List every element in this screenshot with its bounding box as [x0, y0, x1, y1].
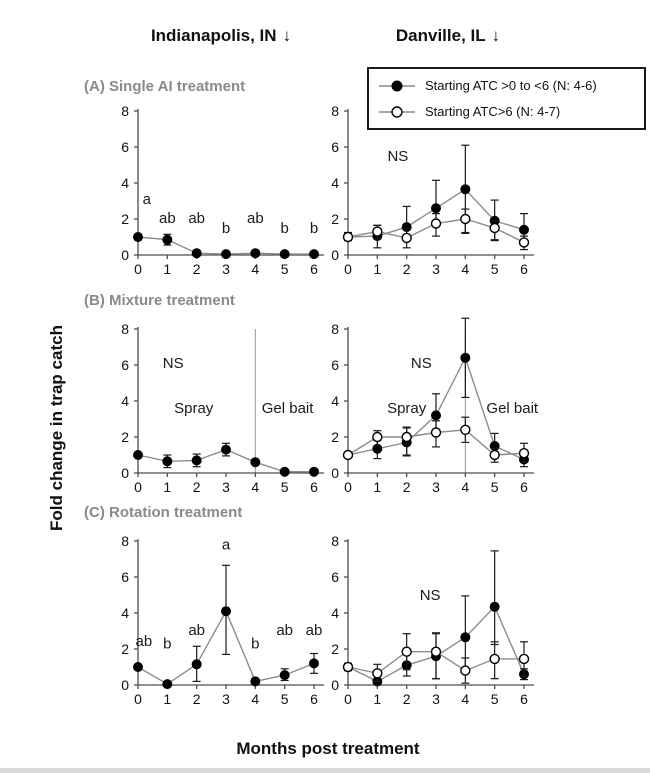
y-tick-label: 0 — [331, 677, 339, 693]
data-point — [520, 449, 529, 458]
x-tick-label: 6 — [310, 479, 318, 495]
y-tick-label: 2 — [331, 429, 339, 445]
data-point — [134, 233, 143, 242]
y-tick-label: 8 — [331, 533, 339, 549]
y-tick-label: 2 — [331, 211, 339, 227]
data-point — [432, 428, 441, 437]
y-tick-label: 6 — [331, 357, 339, 373]
x-tick-label: 3 — [432, 691, 440, 707]
x-tick-label: 4 — [251, 479, 260, 495]
annotation-text: Gel bait — [486, 400, 539, 418]
annotation-text: Spray — [387, 400, 427, 418]
down-arrow-icon: ↓ — [282, 26, 292, 45]
x-tick-label: 0 — [344, 479, 352, 495]
data-point — [344, 233, 353, 242]
x-tick-label: 1 — [163, 479, 172, 495]
data-point — [251, 249, 260, 258]
data-point — [490, 451, 499, 460]
x-tick-label: 0 — [134, 479, 142, 495]
data-point — [222, 607, 231, 616]
legend-item-label: Starting ATC >0 to <6 (N: 4-6) — [425, 78, 597, 93]
x-tick-label: 1 — [373, 479, 382, 495]
data-point — [490, 602, 499, 611]
x-tick-label: 1 — [373, 261, 382, 277]
annotation-text: b — [163, 635, 172, 653]
data-point — [251, 677, 260, 686]
x-tick-label: 1 — [163, 261, 172, 277]
data-point — [461, 215, 470, 224]
annotation-text: NS — [162, 355, 184, 373]
x-tick-label: 6 — [520, 691, 528, 707]
series-atc-0-to-6 — [134, 443, 319, 476]
bottom-edge-strip — [0, 768, 650, 773]
annotation-text: ab — [135, 632, 153, 650]
data-point — [192, 456, 201, 465]
x-tick-label: 2 — [402, 261, 411, 277]
annotation-text: ab — [158, 210, 176, 228]
x-tick-label: 1 — [163, 691, 172, 707]
annotation-text: ab — [246, 210, 264, 228]
data-point — [163, 235, 172, 244]
x-tick-label: 5 — [280, 261, 289, 277]
y-tick-label: 6 — [331, 139, 339, 155]
data-point — [373, 433, 382, 442]
x-tick-label: 5 — [490, 691, 499, 707]
data-point — [344, 663, 353, 672]
annotation-text: ab — [188, 622, 206, 640]
data-point — [461, 353, 470, 362]
y-tick-label: 0 — [121, 247, 129, 263]
legend-item-atc-0-to-6 — [377, 75, 644, 97]
error-bar — [491, 551, 499, 645]
data-point — [490, 224, 499, 233]
y-tick-label: 8 — [331, 321, 339, 337]
annotation-text: b — [280, 220, 289, 237]
annotation-text: NS — [387, 148, 409, 165]
legend-item-label: Starting ATC>6 (N: 4-7) — [425, 104, 561, 119]
data-point — [251, 458, 260, 467]
data-point — [134, 663, 143, 672]
y-tick-label: 2 — [121, 211, 129, 227]
data-point — [402, 647, 411, 656]
data-point — [373, 669, 382, 678]
chart-mixture-danville — [300, 315, 560, 505]
x-tick-label: 6 — [520, 261, 528, 277]
x-tick-label: 2 — [402, 479, 411, 495]
panel-title-rotation: (C) Rotation treatment — [84, 504, 243, 521]
annotation-text: Spray — [174, 400, 214, 418]
x-tick-label: 2 — [192, 479, 201, 495]
x-tick-label: 2 — [192, 691, 201, 707]
data-point — [461, 666, 470, 675]
panel-title-mixture: (B) Mixture treatment — [84, 292, 235, 309]
series-atc-gt-6 — [344, 633, 529, 683]
data-point — [520, 654, 529, 663]
annotation-text: b — [309, 220, 319, 237]
y-tick-label: 2 — [331, 641, 339, 657]
annotation-text: b — [251, 635, 260, 653]
annotation-text: a — [221, 536, 231, 554]
data-point — [490, 654, 499, 663]
column-header-indianapolis — [96, 26, 346, 46]
annotation-text: ab — [305, 622, 323, 640]
x-tick-label: 5 — [490, 261, 499, 277]
data-point — [280, 250, 289, 259]
x-tick-label: 4 — [461, 691, 470, 707]
x-tick-label: 2 — [402, 691, 411, 707]
data-point — [280, 467, 289, 476]
chart-rotation-danville — [300, 527, 560, 717]
column-header-label: Danville, IL — [395, 26, 486, 45]
y-axis-label: Fold change in trap catch — [47, 325, 66, 531]
column-header-label: Indianapolis, IN — [150, 26, 277, 45]
data-point — [432, 647, 441, 656]
y-tick-label: 8 — [121, 103, 129, 119]
x-tick-label: 6 — [310, 261, 318, 277]
y-tick-label: 8 — [121, 533, 129, 549]
x-axis-label: Months post treatment — [236, 739, 420, 758]
y-tick-label: 2 — [121, 429, 129, 445]
y-tick-label: 6 — [331, 569, 339, 585]
annotation-text: Gel bait — [261, 400, 314, 418]
y-tick-label: 0 — [331, 247, 339, 263]
panel-title-single-ai: (A) Single AI treatment — [84, 78, 246, 95]
x-tick-label: 4 — [461, 479, 470, 495]
data-point — [432, 411, 441, 420]
annotation-text: b — [221, 220, 231, 237]
y-tick-label: 0 — [121, 465, 129, 481]
data-point — [432, 219, 441, 228]
x-tick-label: 5 — [280, 479, 289, 495]
y-tick-label: 2 — [121, 641, 129, 657]
y-tick-label: 4 — [121, 605, 129, 621]
annotation-text: NS — [419, 587, 441, 604]
y-tick-label: 0 — [121, 677, 129, 693]
annotation-text: a — [142, 191, 151, 209]
data-point — [520, 238, 529, 247]
x-tick-label: 0 — [134, 691, 142, 707]
series-atc-gt-6 — [344, 417, 529, 462]
y-tick-label: 0 — [331, 465, 339, 481]
y-tick-label: 4 — [331, 605, 339, 621]
data-point — [373, 227, 382, 236]
x-tick-label: 3 — [222, 691, 230, 707]
x-tick-label: 3 — [432, 261, 440, 277]
y-tick-label: 4 — [121, 175, 129, 191]
x-tick-label: 4 — [251, 261, 260, 277]
y-tick-label: 4 — [121, 393, 129, 409]
column-header-danville — [323, 26, 573, 46]
legend-box — [367, 67, 646, 130]
x-tick-label: 0 — [344, 261, 352, 277]
x-tick-label: 3 — [222, 479, 230, 495]
y-tick-label: 4 — [331, 393, 339, 409]
series-atc-gt-6 — [344, 209, 529, 250]
y-tick-label: 4 — [331, 175, 339, 191]
data-point — [461, 185, 470, 194]
y-tick-label: 8 — [121, 321, 129, 337]
data-point — [432, 204, 441, 213]
data-point — [520, 225, 529, 234]
annotation-text: ab — [188, 210, 206, 228]
open-circle-marker-icon — [377, 105, 417, 119]
y-tick-label: 8 — [331, 103, 339, 119]
x-tick-label: 0 — [344, 691, 352, 707]
data-point — [402, 433, 411, 442]
data-point — [222, 445, 231, 454]
y-tick-label: 6 — [121, 139, 129, 155]
x-tick-label: 4 — [251, 691, 260, 707]
x-tick-label: 2 — [192, 261, 201, 277]
data-point — [192, 249, 201, 258]
x-tick-label: 4 — [461, 261, 470, 277]
down-arrow-icon: ↓ — [491, 26, 501, 45]
x-tick-label: 3 — [222, 261, 230, 277]
x-tick-label: 5 — [490, 479, 499, 495]
x-tick-label: 3 — [432, 479, 440, 495]
data-point — [192, 660, 201, 669]
x-tick-label: 6 — [520, 479, 528, 495]
filled-circle-marker-icon — [377, 79, 417, 93]
x-tick-label: 6 — [310, 691, 318, 707]
annotation-text: ab — [276, 622, 294, 640]
y-tick-label: 6 — [121, 357, 129, 373]
data-point — [461, 425, 470, 434]
data-point — [461, 633, 470, 642]
data-point — [222, 250, 231, 259]
data-point — [344, 451, 353, 460]
data-point — [163, 457, 172, 466]
data-point — [280, 671, 289, 680]
data-point — [163, 680, 172, 689]
data-point — [402, 233, 411, 242]
data-point — [134, 451, 143, 460]
x-tick-label: 0 — [134, 261, 142, 277]
x-tick-label: 5 — [280, 691, 289, 707]
x-tick-label: 1 — [373, 691, 382, 707]
y-tick-label: 6 — [121, 569, 129, 585]
legend-item-atc-gt-6 — [377, 101, 644, 123]
annotation-text: NS — [410, 355, 432, 373]
